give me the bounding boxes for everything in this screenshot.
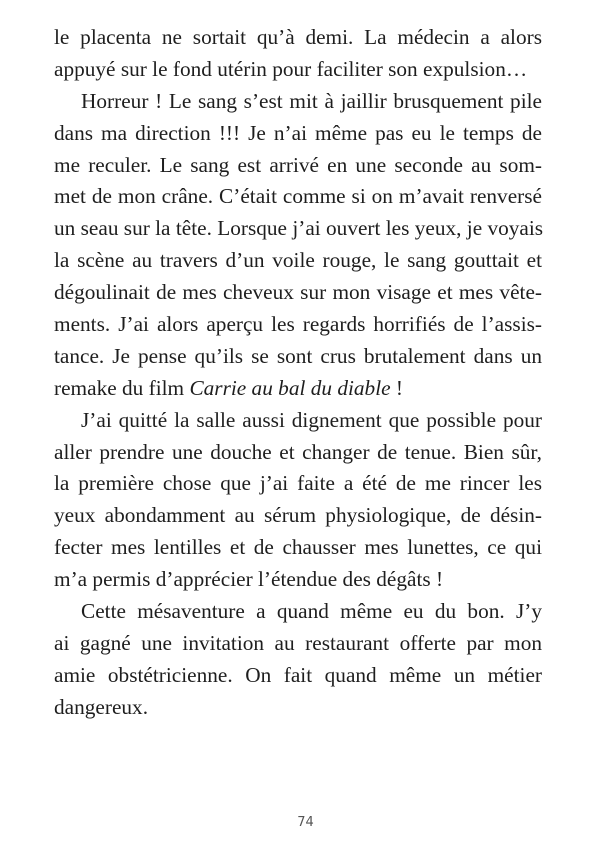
text-line xyxy=(54,373,542,405)
text-line: Cette mésaventure a quand même eu du bon. J’y xyxy=(81,599,542,624)
text-line: amie obstétricienne. On fait quand même un métier xyxy=(54,662,542,687)
text-line: J’ai quitté la salle aussi dignement que possible pour xyxy=(81,407,542,432)
text-line: fecter mes lentilles et de chausser mes lunettes, ce qui xyxy=(54,535,542,560)
text-line: dangereux. xyxy=(54,694,149,719)
page-number: 74 xyxy=(297,815,314,830)
text-line: m’a permis d’apprécier l’étendue des dégâts ! xyxy=(54,567,444,592)
text-run: ! xyxy=(390,375,403,400)
text-line: un seau sur la tête. Lorsque j’ai ouvert les yeux, je voyais xyxy=(54,216,544,241)
text-line: dans ma direction !!! Je n’ai même pas eu le temps de xyxy=(54,120,542,145)
text-line: aller prendre une douche et changer de tenue. Bien sûr, xyxy=(54,439,542,464)
text-line: met de mon crâne. C’était comme si on m’avait renversé xyxy=(54,184,542,209)
text-line: dégoulinait de mes cheveux sur mon visage et mes vête- xyxy=(54,280,542,305)
paragraph xyxy=(54,86,542,405)
text-run: remake du film xyxy=(54,375,190,400)
paragraph xyxy=(54,405,542,596)
text-line: ai gagné une invitation au restaurant offerte par mon xyxy=(54,630,542,655)
text-line: tance. Je pense qu’ils se sont crus brutalement dans un xyxy=(54,343,542,368)
text-line: Horreur ! Le sang s’est mit à jaillir brusquement pile xyxy=(81,88,542,113)
text-line: la scène au travers d’un voile rouge, le sang gouttait et xyxy=(54,248,542,273)
paragraph xyxy=(54,596,542,724)
text-line: le placenta ne sortait qu’à demi. La médecin a alors xyxy=(54,25,542,49)
text-line: la première chose que j’ai faite a été de me rincer les xyxy=(54,471,542,496)
book-page-text xyxy=(54,22,542,724)
text-line: me reculer. Le sang est arrivé en une seconde au som- xyxy=(54,152,542,177)
text-line: appuyé sur le fond utérin pour faciliter son expulsion… xyxy=(54,56,528,81)
film-title: Carrie au bal du diable xyxy=(189,375,391,400)
paragraph xyxy=(54,22,542,86)
text-line: yeux abondamment au sérum physiologique, de désin- xyxy=(54,503,542,528)
text-line: ments. J’ai alors aperçu les regards horrifiés de l’assis- xyxy=(54,312,542,337)
